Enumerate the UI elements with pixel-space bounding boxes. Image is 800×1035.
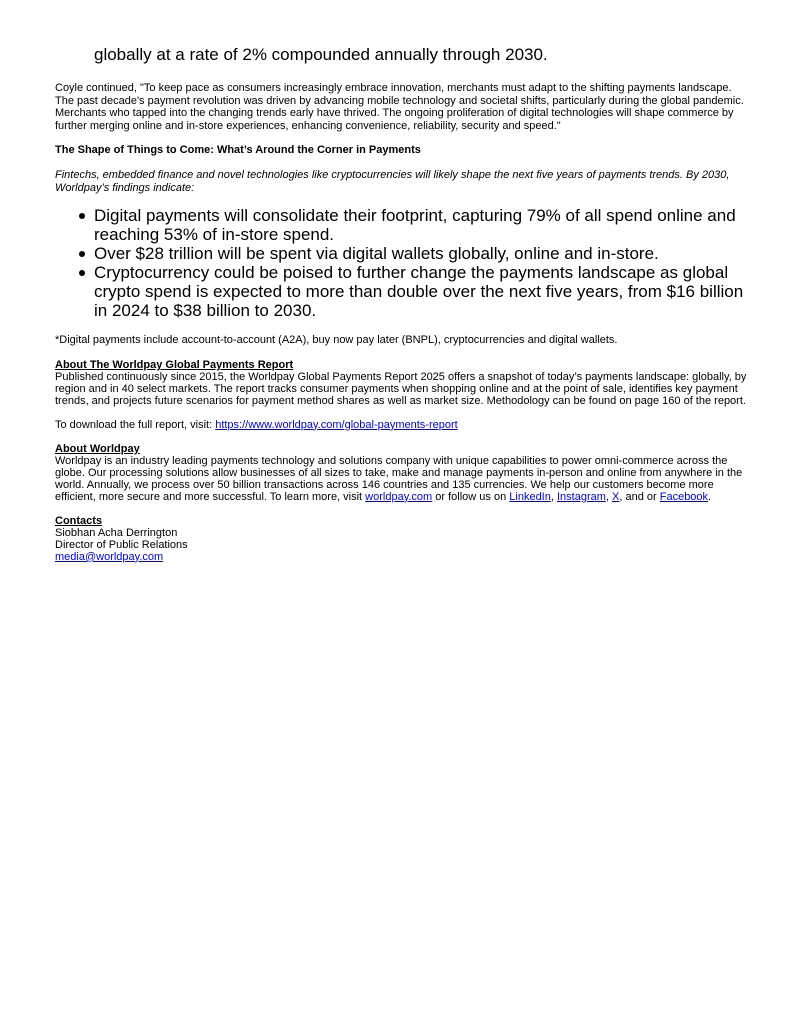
coyle-quote-paragraph: Coyle continued, "To keep pace as consumers increasingly embrace innovation, merchants must adapt to the shifting payments landscape. The past decade's payment revolution was driven by advancing mobile technology and societal shifts, particularly during the global pandemic. Merchants who tapped into the changing trends early have thrived. The ongoing proliferation of digital technologies will shape commerce by further merging online and in-store experiences, enhancing convenience, reliability, security and speed.": [55, 82, 744, 132]
separator: ,: [550, 490, 557, 503]
sentence-end: .: [708, 490, 712, 503]
worldpay-site-link[interactable]: worldpay.com: [365, 490, 433, 503]
finding-item: [94, 263, 747, 320]
facebook-link[interactable]: Facebook: [659, 490, 709, 503]
contact-name: Siobhan Acha Derrington: [55, 526, 178, 539]
finding-text: Digital payments will consolidate their footprint, capturing 79% of all spend online and reaching 53% of in-store spend.: [94, 206, 736, 245]
contacts-heading: Contacts: [55, 514, 103, 527]
contact-email-line: [55, 551, 747, 563]
bullet-icon: [79, 213, 85, 219]
report-heading: About The Worldpay Global Payments Report: [55, 358, 294, 371]
bullet-icon: [79, 251, 85, 257]
contact-email-link[interactable]: media@worldpay.com: [55, 550, 164, 563]
instagram-link[interactable]: Instagram: [556, 490, 606, 503]
separator: , and or: [619, 490, 660, 503]
finding-item: [94, 244, 747, 263]
findings-list: [55, 206, 747, 320]
shape-heading: The Shape of Things to Come: What’s Around the Corner in Payments: [55, 144, 421, 157]
x-link[interactable]: X: [612, 490, 620, 503]
finding-item: [94, 206, 747, 244]
follow-text: or follow us on: [432, 490, 510, 503]
document-page: [55, 44, 747, 563]
finding-text: Over $28 trillion will be spent via digital wallets globally, online and in-store.: [94, 244, 659, 264]
contact-title: Director of Public Relations: [55, 538, 188, 551]
shape-intro: Fintechs, embedded finance and novel technologies like cryptocurrencies will likely shape the next five years of payments trends. By 2030, Worldpay’s findings indicate:: [55, 168, 730, 194]
lead-sentence: globally at a rate of 2% compounded annually through 2030.: [94, 45, 548, 64]
bullet-icon: [79, 270, 85, 276]
report-download-link[interactable]: https://www.worldpay.com/global-payments-report: [215, 418, 458, 431]
footnote: *Digital payments include account-to-account (A2A), buy now pay later (BNPL), cryptocurrencies and digital wallets.: [55, 334, 618, 347]
download-prefix: To download the full report, visit:: [55, 418, 216, 431]
linkedin-link[interactable]: LinkedIn: [509, 490, 551, 503]
download-line: [55, 419, 747, 431]
report-body: Published continuously since 2015, the Worldpay Global Payments Report 2025 offers a snapshot of today’s payments landscape: globally, by region and in 40 select markets. The report tracks consumer payments when shopping online and at the point of sale, identifies key payment trends, and projects future scenarios for payment method shares as well as market size. Methodology can be found on page 160 of the report.: [55, 370, 747, 407]
separator: ,: [605, 490, 613, 503]
about-body: [55, 455, 747, 503]
about-text: Worldpay is an industry leading payments technology and solutions company with unique capabilities to power omni-commerce across the globe. Our processing solutions allow businesses of all sizes to take, make and manage payments in-person and online from anywhere in the world. Annually, we process over 50 billion transactions across 146 countries and 135 currencies. We help our customers become more efficient, more secure and more successful. To learn more, visit: [55, 454, 743, 503]
finding-text: Cryptocurrency could be poised to further change the payments landscape as global crypto spend is expected to more than double over the next five years, from $16 billion in 2024 to $38 billion to 2030.: [94, 263, 744, 321]
about-heading: About Worldpay: [55, 442, 140, 455]
